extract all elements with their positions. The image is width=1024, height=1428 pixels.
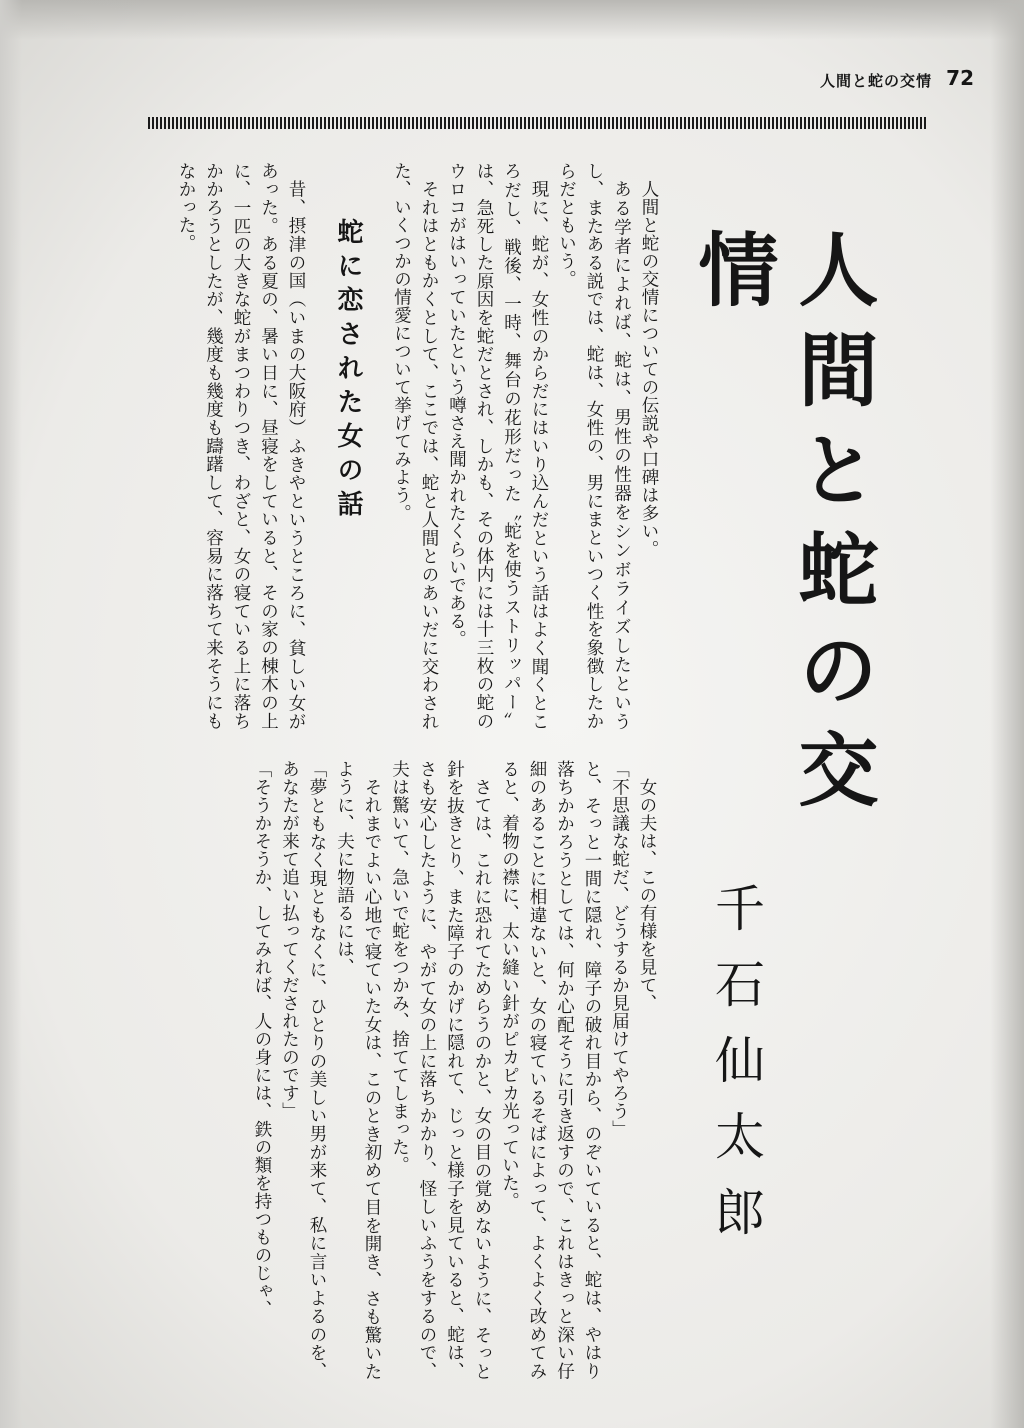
article-title: 人間と蛇の交情 (685, 228, 879, 828)
scan-shadow-right (990, 0, 1024, 1428)
paragraph: それまでよい心地で寝ていた女は、このとき初めて目を開き、さも驚いたように、夫に物語るには、 (334, 760, 382, 1380)
section-heading: 蛇に恋された女の話 (333, 218, 363, 524)
quote-line: 「夢ともなく現ともなくに、ひとりの美しい男が来て、私に言いよるのを、あなたが来て追い払ってくだされたのです」 (279, 760, 327, 1381)
paragraph: さては、これに恐れてためらうのかと、女の目の覚めないように、そっと針を抜きとり、また障子のかげに隠れて、じっと様子を見ていると、蛇は、さも安心したように、やがて女の上に落ちかかり、怪しいふうをするので、夫は驚いて、急いで蛇をつかみ、捨ててしまった。 (389, 760, 492, 1381)
paragraph: 女の夫は、この有様を見て、 (637, 777, 657, 1012)
running-title: 人間と蛇の交情 (819, 72, 932, 90)
upper-text-block (172, 162, 663, 730)
paragraph: それはともかくとして、ここでは、蛇と人間とのあいだに交わされた、いくつかの情愛について挙げてみよう。 (391, 162, 439, 730)
paragraph: 人間と蛇の交情についての伝説や口碑は多い。 (639, 179, 659, 558)
page-number: 72 (946, 66, 974, 90)
scan-shadow-top (0, 0, 1024, 40)
paragraph: ある学者によれば、蛇は、男性の性器をシンボライズしたというし、またある説では、蛇は、女性の、男にまといつく性を象徴したからだともいう。 (556, 162, 632, 731)
scan-shadow-left (0, 0, 22, 1428)
lower-text-block (248, 760, 661, 1380)
quote-line: 「そうかそうか、してみれば、人の身には、鉄の類を持つものじゃ、 (252, 760, 272, 1318)
paragraph: 昔、摂津の国（いまの大阪府）ふきやというところに、貧しい女があった。ある夏の、暑い日に、昼寝をしていると、その家の棟木の上に、一匹の大きな蛇がまつわりつき、わざと、女の寝ている上に落ちかかろうとしたが、幾度も幾度も躊躇して、容易に落ちて来そうにもなかった。 (176, 162, 306, 730)
article-author: 千石仙太郎 (707, 882, 765, 1262)
quote-line: 「不思議な蛇だ、どうするか見届けてやろう」 (609, 760, 630, 1138)
paragraph: と、そっと一間に隠れ、障子の破れ目から、のぞいていると、蛇は、やはり落ちかかろうとしては、何か心配そうに引き返すので、これはきっと深い仔細のあることに相違ないと、女の寝ているそばによって、よくよく改めてみると、着物の襟に、太い縫い針がピカピカ光っていた。 (499, 760, 602, 1380)
header-rule (148, 117, 926, 129)
paragraph: 現に、蛇が、女性のからだにはいり込んだという話はよく聞くところだし、戦後、一時、舞台の花形だった〝蛇を使うストリッパー〟は、急死した原因を蛇だとされ、しかも、その体内には十三枚の蛇のウロコがはいっていたという噂さえ聞かれたくらいである。 (446, 162, 549, 730)
